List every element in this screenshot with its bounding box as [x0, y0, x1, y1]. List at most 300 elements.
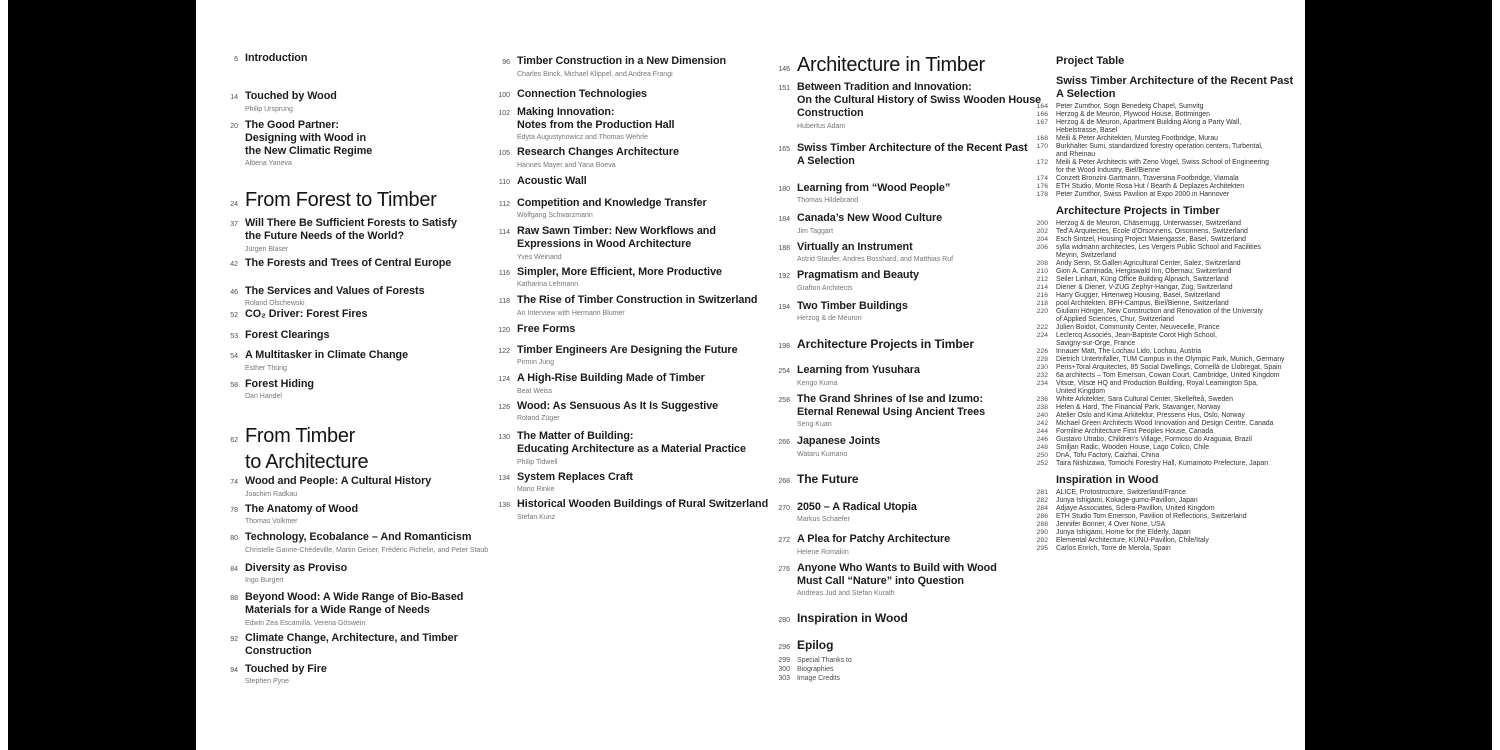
project-item-text-line: Peris+Toral Arquitectes, 85 Social Dwellings, Cornellà de Llobregat, Spain — [1056, 364, 1282, 371]
page-number: 114 — [498, 229, 510, 236]
toc-heading — [770, 611, 1032, 626]
page-number: 6 — [234, 56, 238, 63]
project-item-page-number: 174 — [1036, 175, 1048, 182]
toc-entry-body — [517, 344, 738, 368]
project-item-list — [1036, 489, 1302, 553]
entry-authors: Katharina Lehmann — [517, 281, 579, 288]
toc-entry-body — [517, 225, 716, 262]
toc-entry-line: Climate Change, Architecture, and Timber — [245, 631, 458, 644]
toc-entry-body — [245, 531, 489, 555]
project-item-page-number: 212 — [1036, 276, 1048, 283]
toc-heading — [770, 472, 1032, 487]
toc-entry-line: Free Forms — [517, 322, 576, 335]
project-item — [1036, 244, 1302, 260]
entry-authors: Mario Rinke — [517, 486, 555, 493]
toc-entry-body — [245, 378, 314, 402]
page-number: 188 — [778, 244, 790, 252]
project-item — [1036, 348, 1302, 356]
page-number: 270 — [778, 504, 790, 512]
toc-heading-line: The Future — [797, 471, 859, 486]
project-item — [1036, 372, 1302, 380]
toc-entry — [218, 378, 484, 402]
page-number: 122 — [498, 347, 510, 355]
project-item-text-line: Savigny-sur-Orge, France — [1056, 340, 1136, 347]
project-item-text-line: Meyrin, Switzerland — [1056, 252, 1117, 259]
project-item-page-number: 172 — [1036, 159, 1048, 166]
project-item — [1036, 380, 1302, 396]
project-section — [1036, 474, 1302, 553]
toc-entry-line: Expressions in Wood Architecture — [517, 238, 692, 250]
project-item — [1036, 420, 1302, 428]
project-item — [1036, 444, 1302, 452]
project-item-text-line: Formline Architecture First Peoples House, Canada — [1056, 428, 1214, 435]
project-item-page-number: 250 — [1036, 452, 1048, 459]
project-item-text-line: Hebelstrasse, Basel — [1056, 127, 1118, 134]
project-item-page-number: 218 — [1036, 300, 1048, 307]
toc-entry — [490, 344, 760, 368]
project-item — [1036, 276, 1302, 284]
toc-entry — [770, 269, 1032, 293]
entry-authors: Roland Olschewski — [245, 300, 305, 307]
toc-entry-body — [517, 323, 575, 336]
project-item-page-number: 168 — [1036, 135, 1048, 142]
toc-entry-body — [797, 269, 919, 293]
toc-entry-line: Raw Sawn Timber: New Workflows and — [517, 225, 716, 237]
project-item-text-line: Andy Senn, St.Gallen Agricultural Center, Salez, Switzerland — [1056, 260, 1241, 267]
project-item-text-line: of Applied Sciences, Chur, Switzerland — [1056, 316, 1174, 323]
page-number: 296 — [778, 644, 790, 651]
project-item-text-line: pool Architekten, BFH-Campus, Biel/Bienne, Switzerland — [1056, 300, 1229, 307]
project-item-text-line: Herzog & de Meuron, Apartment Building Along a Party Wall, — [1056, 119, 1242, 126]
page-number: 20 — [230, 122, 238, 130]
entry-authors: Edwin Zea Escamilla, Verena Göswein — [245, 619, 366, 627]
project-item-text-line: Leclercq Associés, Jean-Baptiste Corot High School, — [1056, 332, 1217, 339]
project-item-text-line: White Arkitekter, Sara Cultural Center, Skellefteå, Sweden — [1056, 396, 1233, 403]
entry-authors: Grafton Architects — [797, 284, 853, 292]
toc-heading-body — [797, 472, 859, 487]
project-item-text-line: for the Wood Industry, Biel/Bienne — [1056, 167, 1160, 174]
project-item-text-line: Adjaye Associates, Sclera-Pavillon, United Kingdom — [1056, 505, 1215, 512]
project-item-text-line: 6a architects – Tom Emerson, Cowan Court, Cambridge, United Kingdom — [1056, 372, 1280, 379]
toc-small-body — [797, 674, 840, 683]
project-section-heading-line: Inspiration in Wood — [1056, 474, 1159, 486]
page-number: 84 — [230, 565, 238, 573]
project-item-text-line: ETH Studio Tom Emerson, Pavilion of Reflections, Switzerland — [1056, 513, 1247, 520]
project-section-heading-line: A Selection — [1056, 88, 1116, 100]
page-number: 300 — [778, 666, 790, 673]
toc-entry-line: Making Innovation: — [517, 105, 615, 118]
toc-entry — [770, 435, 1032, 459]
entry-authors: Hubertus Adam — [797, 122, 846, 130]
entry-authors: Wataru Kumano — [797, 450, 848, 458]
project-item — [1036, 412, 1302, 420]
toc-entry-line: Competition and Knowledge Transfer — [517, 196, 707, 209]
toc-entry-body — [245, 90, 337, 114]
project-item — [1036, 119, 1302, 135]
toc-entry — [770, 533, 1032, 557]
toc-entry — [218, 503, 484, 527]
project-item — [1036, 460, 1302, 468]
toc-entry — [490, 323, 760, 336]
toc-entry-line: The Forests and Trees of Central Europe — [245, 256, 452, 269]
project-item — [1036, 300, 1302, 308]
toc-entry-body — [245, 308, 367, 321]
toc-entry — [218, 257, 484, 270]
toc-entry-line: Anyone Who Wants to Build with Wood — [797, 561, 997, 574]
toc-heading — [770, 638, 1032, 653]
entry-authors: Herzog & de Meuron — [797, 315, 862, 322]
page-number: 102 — [498, 109, 510, 117]
project-item-page-number: 204 — [1036, 236, 1048, 243]
toc-entry-line: System Replaces Craft — [517, 470, 633, 483]
toc-entry — [218, 349, 484, 373]
project-item-page-number: 178 — [1036, 191, 1048, 198]
toc-entry-line: Simpler, More Efficient, More Productive — [517, 265, 722, 278]
project-item-page-number: 200 — [1036, 220, 1048, 227]
toc-entry-body — [797, 501, 917, 525]
toc-entry — [218, 632, 484, 658]
toc-entry-line: Canada’s New Wood Culture — [797, 212, 943, 224]
entry-authors: Stephen Pyne — [245, 678, 289, 685]
toc-entry-line: A Selection — [797, 154, 855, 167]
page-number: 268 — [778, 477, 790, 485]
project-item-page-number: 202 — [1036, 228, 1048, 235]
toc-entry-line: Designing with Wood in — [245, 131, 367, 144]
project-item — [1036, 545, 1302, 553]
page-number: 266 — [778, 439, 790, 446]
project-item-text-line: sylla widmann architectes, Les Vergers Public School and Facilities — [1056, 244, 1261, 251]
toc-entry — [218, 90, 484, 114]
project-item-text-line: Atelier Oslo and Kima Arkitektur, Pressens Hus, Oslo, Norway — [1056, 412, 1245, 419]
project-item-text-line: Conzett Bronzini Gartmann, Traversina Footbridge, Viamala — [1056, 175, 1239, 182]
project-item — [1036, 236, 1302, 244]
project-item — [1036, 175, 1302, 183]
project-item-text-line: Helen & Hard, The Financial Park, Stavanger, Norway — [1056, 404, 1221, 411]
toc-entry-line: 2050 – A Radical Utopia — [797, 500, 917, 513]
toc-entry-line: A Plea for Patchy Architecture — [797, 533, 951, 545]
project-item — [1036, 191, 1302, 199]
entry-authors: Ingo Burgert — [245, 577, 284, 584]
toc-column-1 — [218, 0, 489, 686]
project-section-heading — [1056, 474, 1302, 487]
toc-entry-body — [797, 393, 985, 430]
project-item-text-line: Gustavo Utrabo, Children’s Village, Formoso do Araguaia, Brazil — [1056, 436, 1252, 443]
toc-entry-line: Connection Technologies — [517, 87, 648, 100]
table-of-contents-spread — [196, 0, 1305, 750]
project-section — [1036, 205, 1302, 468]
toc-entry-body — [245, 503, 358, 527]
project-item-page-number: 234 — [1036, 380, 1048, 387]
toc-chapter-line: From Timber — [245, 425, 356, 447]
toc-entry-line: Introduction — [245, 52, 308, 64]
page-number: 192 — [778, 273, 790, 280]
toc-small-line: Biographies — [797, 666, 834, 673]
toc-entry-body — [245, 119, 372, 169]
toc-entry-body — [797, 364, 920, 388]
project-item — [1036, 505, 1302, 513]
page-number: 272 — [778, 537, 790, 544]
project-item-page-number: 232 — [1036, 372, 1048, 379]
page-number: 110 — [498, 178, 510, 186]
toc-entry — [218, 531, 489, 555]
toc-heading-body — [797, 337, 974, 352]
project-item-text-line: Herzog & de Meuron, Chäserrugg, Unterwasser, Switzerland — [1056, 220, 1241, 227]
toc-entry-line: Materials for a Wide Range of Needs — [245, 604, 430, 616]
project-item-text-line: ALICE, Protostructure, Switzerland/France — [1056, 489, 1186, 496]
project-item — [1036, 260, 1302, 268]
toc-entry — [490, 372, 760, 396]
project-item — [1036, 135, 1302, 143]
page-number: 254 — [778, 368, 790, 375]
toc-entry-line: Research Changes Architecture — [517, 146, 679, 158]
project-item — [1036, 436, 1302, 444]
toc-small-line: Special Thanks to — [797, 657, 852, 664]
project-item-text-line: Herzog & de Meuron, Plywood House, Bottmingen — [1056, 111, 1210, 118]
project-item-page-number: 226 — [1036, 348, 1048, 355]
project-item — [1036, 284, 1302, 292]
toc-entry-line: Technology, Ecobalance – And Romanticism — [245, 531, 472, 543]
toc-entry-body — [797, 182, 950, 206]
page-number: 165 — [778, 145, 790, 153]
project-item-page-number: 252 — [1036, 460, 1048, 467]
toc-entry-line: Must Call “Nature” into Question — [797, 574, 964, 587]
page-number: 280 — [778, 617, 790, 624]
toc-entry-body — [245, 632, 458, 658]
page-number: 276 — [778, 565, 790, 573]
page-number: 52 — [230, 312, 238, 319]
toc-entry — [218, 119, 484, 169]
project-table-column — [1036, 0, 1302, 553]
page-number: 58 — [230, 381, 238, 389]
toc-entry — [490, 471, 760, 495]
toc-entry-body — [797, 562, 997, 599]
project-item — [1036, 497, 1302, 505]
project-item-page-number: 222 — [1036, 324, 1048, 331]
project-item — [1036, 332, 1302, 348]
entry-authors: Roland Züger — [517, 415, 560, 422]
entry-authors: Stefan Kunz — [517, 513, 556, 521]
project-item-text-line: Burkhalter Sumi, standardized forestry operation centers, Turbental, — [1056, 143, 1263, 150]
toc-entry — [490, 175, 760, 188]
entry-authors: Charles Binck, Michael Klippel, and Andrea Frangi — [517, 70, 673, 78]
page-number: 80 — [230, 535, 238, 542]
project-item-text-line: Innauer Matt, The Lochau Lido, Lochau, Austria — [1056, 348, 1202, 355]
toc-entry — [490, 106, 760, 143]
project-item-page-number: 220 — [1036, 308, 1048, 315]
toc-entry-line: Timber Construction in a New Dimension — [517, 55, 727, 67]
page-number: 62 — [230, 437, 238, 444]
toc-entry-line: Forest Clearings — [245, 329, 330, 341]
project-item-text-line: Ted’A Arquitectes, Ecole d’Orsonnens, Orsonnens, Switzerland — [1056, 228, 1248, 235]
toc-entry-body — [797, 142, 1028, 168]
toc-entry-body — [517, 197, 707, 221]
page-number: 100 — [498, 91, 510, 99]
page-number: 303 — [778, 675, 790, 682]
toc-entry-line: Educating Architecture as a Material Practice — [517, 443, 746, 455]
page-number: 151 — [778, 85, 790, 92]
toc-entry-body — [517, 106, 674, 143]
toc-entry-line: Forest Hiding — [245, 377, 314, 390]
project-item-page-number: 244 — [1036, 428, 1048, 435]
entry-authors: Thomas Volkmer — [245, 518, 298, 525]
toc-heading — [770, 337, 1032, 352]
toc-entry-line: Learning from “Wood People” — [797, 181, 951, 194]
project-item-text-line: Peter Zumthor, Sogn Benedetg Chapel, Sumvitg — [1056, 103, 1204, 110]
toc-entry-body — [245, 349, 408, 373]
project-item-text-line: Meili & Peter Architekten, Mursteg Footbridge, Murau — [1056, 135, 1219, 142]
entry-authors: Jim Taggart — [797, 227, 834, 235]
project-item-page-number: 242 — [1036, 420, 1048, 427]
project-item-page-number: 236 — [1036, 396, 1048, 403]
project-section-heading-line: Swiss Timber Architecture of the Recent Past — [1056, 75, 1294, 87]
toc-entry-body — [797, 300, 908, 324]
toc-chapter-line: Architecture in Timber — [797, 54, 985, 76]
page-number: 194 — [778, 303, 790, 311]
project-item-page-number: 206 — [1036, 244, 1048, 251]
toc-entry-line: CO₂ Driver: Forest Fires — [245, 308, 368, 320]
project-item-page-number: 214 — [1036, 284, 1048, 291]
toc-entry-line: The Good Partner: — [245, 118, 339, 131]
page-number: 134 — [498, 474, 510, 482]
project-item-text-line: Esch Sintzel, Housing Project Maiengasse, Basel, Switzerland — [1056, 236, 1246, 243]
project-item-text-line: Diener & Diener, V-ZUG Zephyr-Hangar, Zug, Switzerland — [1056, 284, 1233, 291]
toc-entry-body — [797, 435, 880, 459]
project-item-text-line: Dietrich Untertrifaller, TUM Campus in the Olympic Park, Munich, Germany — [1056, 356, 1285, 363]
project-item-text-line: Vitsœ, Vitsœ HQ and Production Building, Royal Leamington Spa, — [1056, 380, 1258, 387]
project-item — [1036, 111, 1302, 119]
toc-heading-body — [797, 638, 833, 653]
project-section — [1036, 75, 1302, 199]
page-number: 78 — [230, 506, 238, 514]
toc-entry-body — [517, 372, 705, 396]
page-number: 116 — [498, 269, 510, 277]
toc-entry — [490, 400, 760, 424]
entry-authors: Joachim Radkau — [245, 490, 298, 498]
toc-entry — [218, 591, 484, 628]
toc-entry-line: Learning from Yusuhara — [797, 364, 920, 376]
project-item-page-number: 228 — [1036, 356, 1048, 363]
toc-entry — [490, 266, 760, 290]
project-item-page-number: 176 — [1036, 183, 1048, 190]
toc-entry — [490, 430, 760, 467]
toc-entry-line: A High-Rise Building Made of Timber — [517, 372, 705, 384]
page-number: 14 — [230, 94, 238, 101]
project-item-page-number: 167 — [1036, 119, 1048, 126]
project-item-text-line: Jennifer Bonner, 4 Over None, USA — [1056, 521, 1166, 528]
page-number: 146 — [778, 66, 790, 73]
entry-authors: Andreas Jud and Stefan Kurath — [797, 590, 895, 597]
project-item-page-number: 240 — [1036, 412, 1048, 419]
project-item-page-number: 290 — [1036, 529, 1048, 536]
toc-entry-line: the Future Needs of the World? — [245, 230, 405, 242]
project-item-text-line: Michael Green Architects Wood Innovation and Design Centre, Canada — [1056, 420, 1274, 427]
project-item-page-number: 216 — [1036, 292, 1048, 299]
project-item-page-number: 282 — [1036, 497, 1048, 504]
project-item-page-number: 238 — [1036, 404, 1048, 411]
toc-entry-line: Historical Wooden Buildings of Rural Switzerland — [517, 498, 769, 510]
page-number: 92 — [230, 635, 238, 643]
toc-entry-body — [517, 400, 718, 424]
entry-authors: Esther Thürig — [245, 364, 287, 372]
project-item-page-number: 286 — [1036, 513, 1048, 520]
toc-entry — [490, 197, 760, 221]
toc-entry-body — [797, 212, 942, 236]
project-item — [1036, 452, 1302, 460]
toc-entry-line: the New Climatic Regime — [245, 144, 373, 157]
toc-entry-line: Virtually an Instrument — [797, 240, 913, 253]
toc-small-body — [797, 665, 833, 674]
project-item-page-number: 284 — [1036, 505, 1048, 512]
toc-entry-line: Two Timber Buildings — [797, 299, 908, 312]
project-item — [1036, 529, 1302, 537]
toc-entry-body — [245, 285, 425, 309]
project-item — [1036, 103, 1302, 111]
project-item-text-line: Julien Boidot, Community Center, Neuvecelle, France — [1056, 324, 1220, 331]
project-table-title: Project Table — [1056, 55, 1125, 67]
entry-authors: Edyta Augustynowicz and Thomas Wehrle — [517, 134, 648, 141]
toc-chapter — [218, 423, 484, 475]
toc-entry — [770, 142, 1032, 168]
toc-small — [770, 656, 1032, 665]
toc-entry — [218, 562, 484, 586]
entry-authors: Kengo Kuma — [797, 379, 838, 387]
project-item — [1036, 308, 1302, 324]
toc-entry-line: Diversity as Proviso — [245, 561, 348, 574]
project-item — [1036, 143, 1302, 159]
toc-entry-line: The Anatomy of Wood — [245, 502, 359, 515]
toc-chapter — [218, 187, 484, 213]
project-item — [1036, 220, 1302, 228]
entry-authors: Yves Weinand — [517, 253, 562, 261]
toc-entry-line: Wood: As Sensuous As It Is Suggestive — [517, 399, 719, 412]
toc-entry-body — [245, 562, 347, 586]
toc-entry-line: Between Tradition and Innovation: — [797, 81, 972, 93]
toc-entry — [490, 294, 760, 318]
project-item-text-line: Junya Ishigami, Kokage-gumo-Pavillon, Japan — [1056, 497, 1198, 504]
project-item-text-line: Taira Nishizawa, Tomochi Forestry Hall, Kumamoto Prefecture, Japan — [1056, 460, 1269, 467]
toc-entry-body — [517, 88, 647, 101]
project-item-text-line: Elemental Architecture, KÜNÜ-Pavillon, Chile/Italy — [1056, 537, 1209, 544]
toc-entry-line: Will There Be Sufficient Forests to Satisfy — [245, 217, 457, 229]
toc-entry-line: Acoustic Wall — [517, 174, 587, 187]
toc-entry — [770, 501, 1032, 525]
toc-heading-body — [797, 611, 908, 626]
toc-entry — [490, 225, 760, 262]
page-number: 130 — [498, 434, 510, 441]
page-number: 184 — [778, 216, 790, 223]
toc-entry-line: On the Cultural History of Swiss Wooden House — [797, 94, 1042, 106]
toc-entry — [490, 146, 760, 170]
toc-entry-body — [245, 52, 307, 65]
project-item — [1036, 356, 1302, 364]
project-item — [1036, 404, 1302, 412]
toc-entry-body — [517, 294, 757, 318]
toc-entry — [490, 55, 760, 79]
project-item-text-line: and Rheinau — [1056, 151, 1096, 158]
project-item-list — [1036, 220, 1302, 468]
toc-entry-body — [517, 175, 587, 188]
toc-entry-line: Eternal Renewal Using Ancient Trees — [797, 405, 986, 418]
page-number: 258 — [778, 396, 790, 404]
toc-entry — [770, 212, 1032, 236]
project-item — [1036, 428, 1302, 436]
project-item-page-number: 170 — [1036, 143, 1048, 150]
page-number: 74 — [230, 479, 238, 486]
toc-small — [770, 665, 1032, 674]
page-number: 126 — [498, 403, 510, 411]
entry-authors: Markus Schaefer — [797, 516, 850, 523]
project-item-text-line: Gion A. Caminada, Hergiswald Inn, Obernau, Switzerland — [1056, 268, 1232, 275]
